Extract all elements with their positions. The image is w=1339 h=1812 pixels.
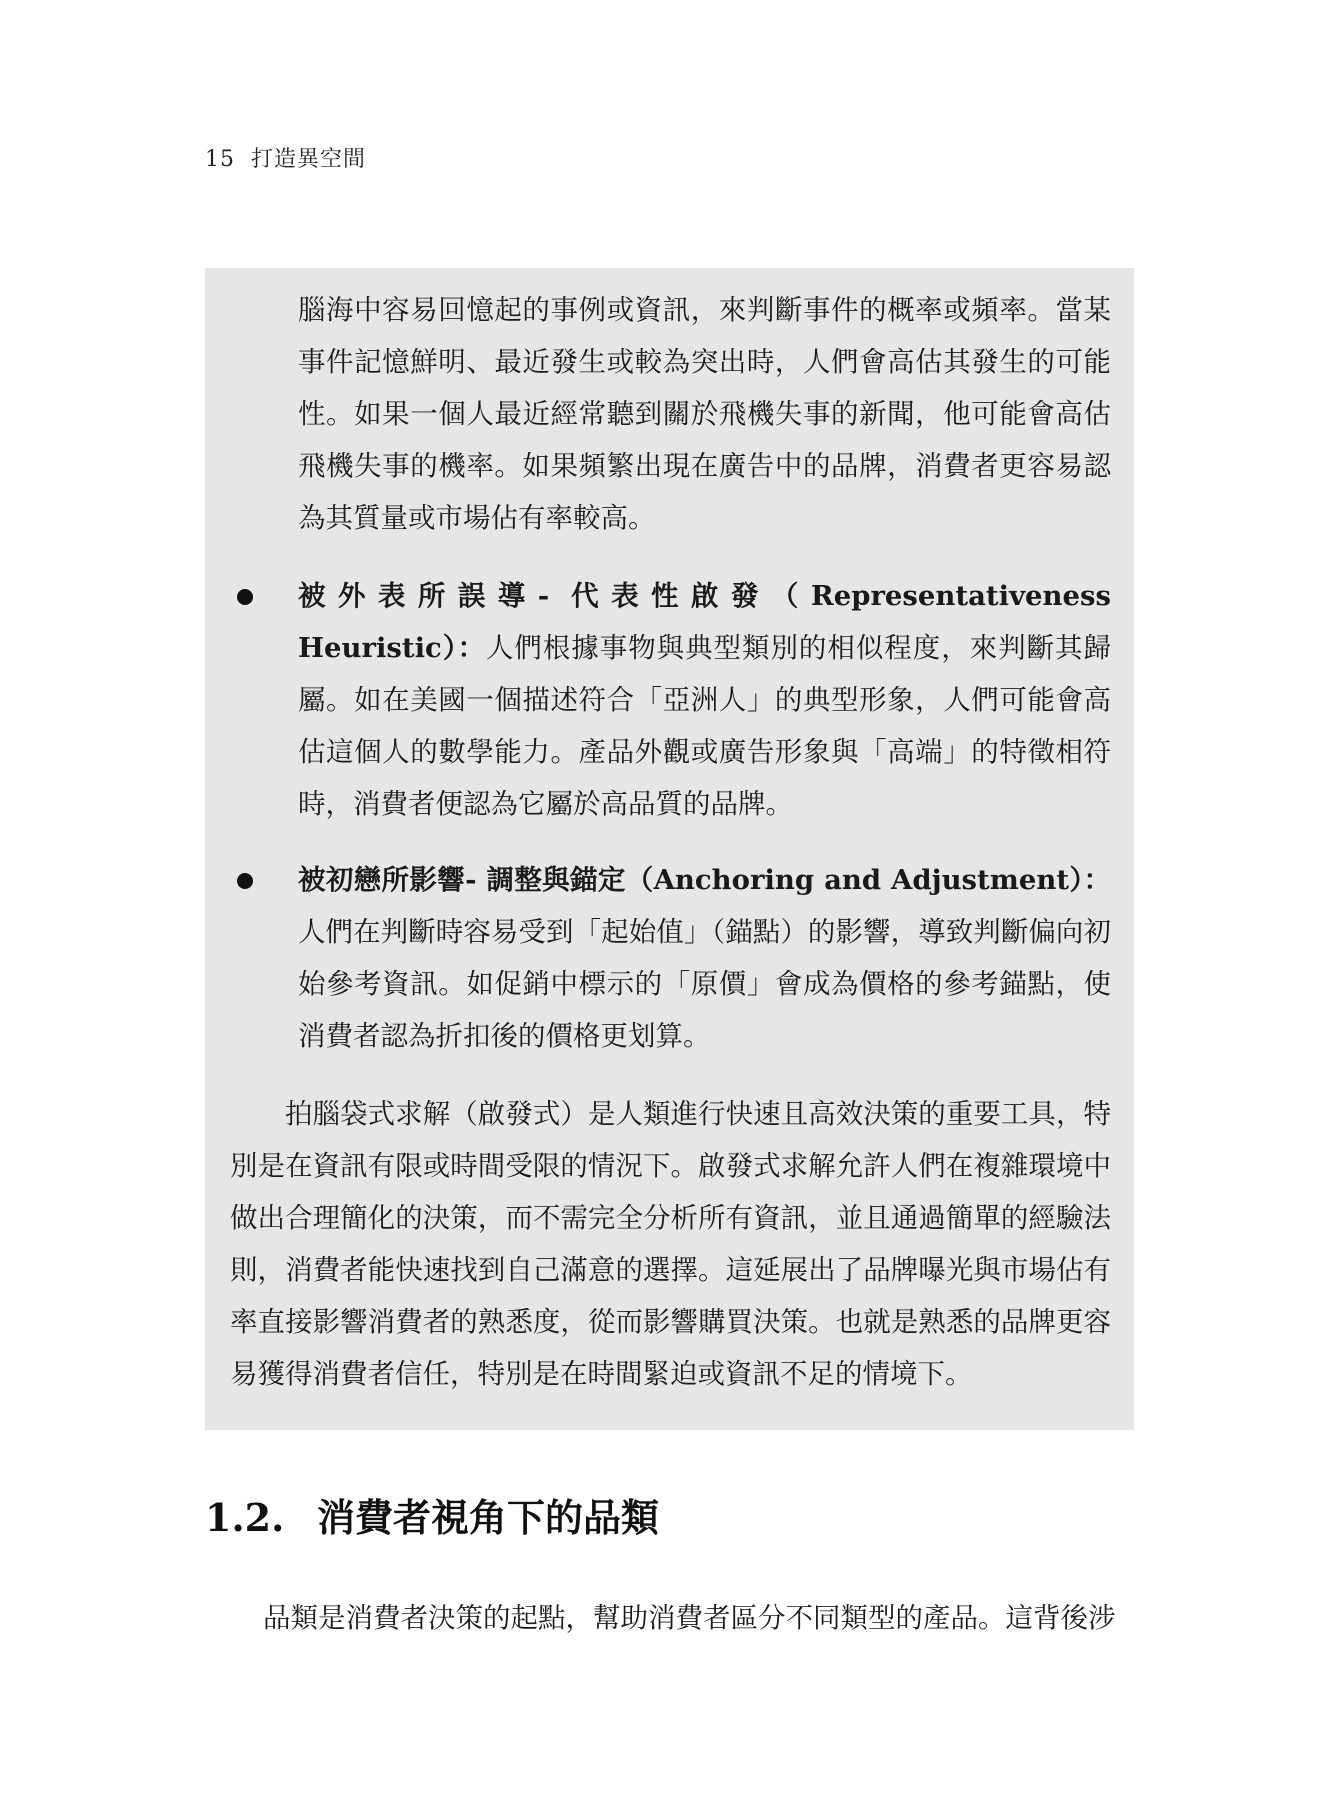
body-paragraph [205,1592,1134,1644]
bullet-text [298,570,1111,830]
section-number: 1.2. [205,1495,285,1540]
bullet-body: 人們根據事物與典型類別的相似程度，來判斷其歸屬。如在美國一個描述符合「亞洲人」的典型形象，人們可能會高估這個人的數學能力。產品外觀或廣告形象與「高端」的特徵相符時，消費者便認為它屬於高品質的品牌。 [298,632,1111,820]
section-heading [205,1487,659,1542]
bullet-title: 被外表所誤導- 代表性啟發（Representativeness Heuristic）： [298,580,1111,664]
page-number: 15 [205,147,235,172]
running-header [205,142,366,173]
book-title: 打造異空間 [251,147,367,172]
shaded-sidebar-box [205,268,1134,1430]
bullet-title: 被初戀所影響- 調整與錨定（Anchoring and Adjustment）： [298,864,1111,896]
bullet-text [298,854,1111,1062]
body-first-line: 品類是消費者決策的起點，幫助消費者區分不同類型的產品。這背後涉 [263,1602,1116,1634]
bullet-body: 人們在判斷時容易受到「起始值」（錨點）的影響，導致判斷偏向初始參考資訊。如促銷中標示的「原價」會成為價格的參考錨點，使消費者認為折扣後的價格更划算。 [298,916,1111,1052]
bullet-dot [237,589,253,605]
summary-text: 拍腦袋式求解（啟發式）是人類進行快速且高效決策的重要工具，特別是在資訊有限或時間受限的情況下。啟發式求解允許人們在複雜環境中做出合理簡化的決策，而不需完全分析所有資訊，並且通過簡單的經驗法則，消費者能快速找到自己滿意的選擇。這延展出了品牌曝光與市場佔有率直接影響消費者的熟悉度，從而影響購買決策。也就是熟悉的品牌更容易獲得消費者信任，特別是在時間緊迫或資訊不足的情境下。 [230,1098,1111,1390]
intro-paragraph: 腦海中容易回憶起的事例或資訊，來判斷事件的概率或頻率。當某事件記憶鮮明、最近發生或較為突出時，人們會高估其發生的可能性。如果一個人最近經常聽到關於飛機失事的新聞，他可能會高估飛機失事的機率。如果頻繁出現在廣告中的品牌，消費者更容易認為其質量或市場佔有率較高。 [298,294,1111,534]
section-title: 消費者視角下的品類 [317,1495,660,1540]
summary-paragraph [230,1088,1111,1400]
bullet-dot [237,873,253,889]
